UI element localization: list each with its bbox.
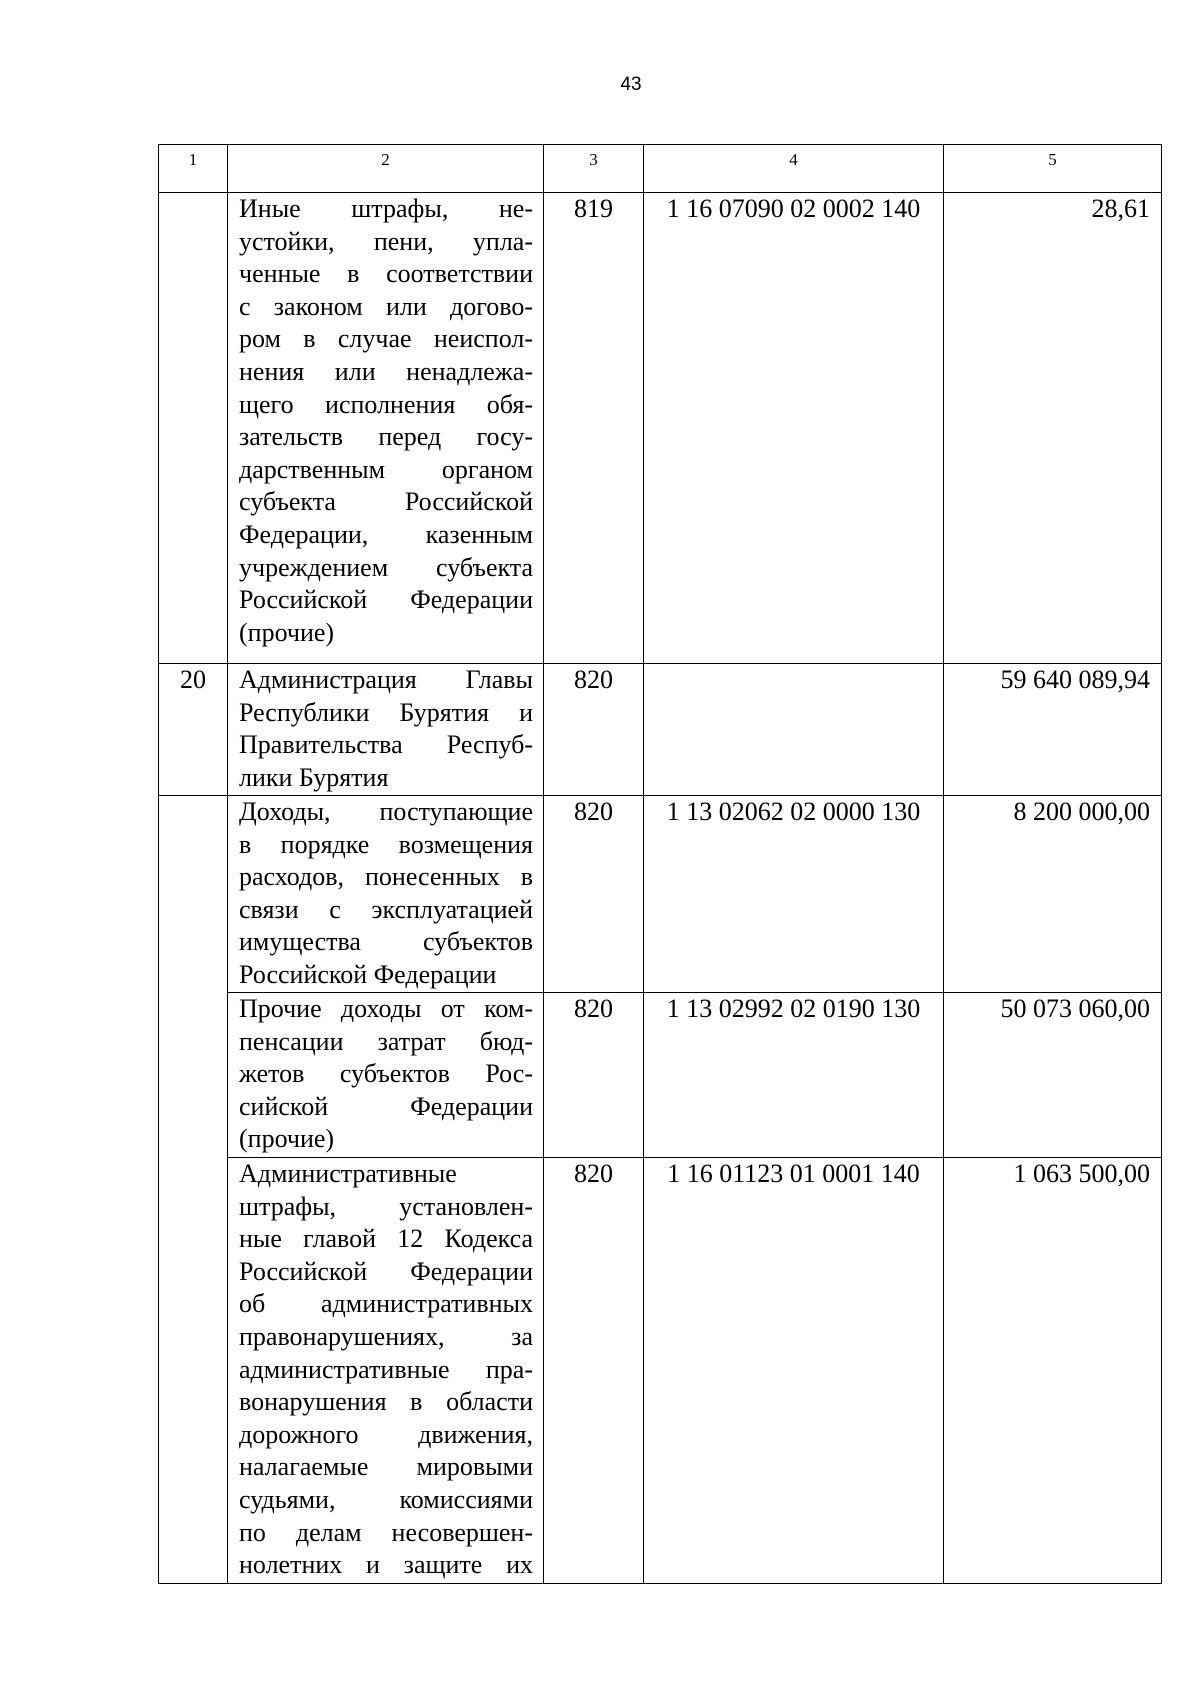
budget-code-cell: 1 16 07090 02 0002 140 <box>644 193 944 664</box>
name-line: Иные штрафы, не- <box>239 194 533 223</box>
name-line: жетов субъектов Рос- <box>239 1059 533 1089</box>
name-line: щего исполнения обя- <box>239 389 533 419</box>
amount-cell: 50 073 060,00 <box>944 993 1162 1158</box>
name-line: Российской Федерации <box>239 959 497 989</box>
name-line: связи с эксплуатацией <box>239 894 533 924</box>
revenue-name-cell <box>228 993 544 1158</box>
admin-code-cell: 819 <box>544 193 644 664</box>
page-number: 43 <box>620 74 642 95</box>
name-line: вонарушения в области <box>239 1387 533 1417</box>
name-line: правонарушениях, за <box>239 1321 533 1351</box>
name-line: Правительства Респуб- <box>239 730 533 760</box>
admin-code-cell: 820 <box>544 993 644 1158</box>
name-line: ром в случае неиспол- <box>239 324 533 354</box>
name-line: (прочие) <box>239 1124 335 1154</box>
name-line: налагаемые мировыми <box>239 1452 533 1482</box>
budget-code-cell: 1 13 02062 02 0000 130 <box>644 796 944 993</box>
row-number-cell <box>159 1158 228 1584</box>
name-line: Республики Бурятия и <box>239 697 533 727</box>
name-line: штрафы, установлен- <box>239 1191 533 1221</box>
name-line: расходов, понесенных в <box>239 862 533 892</box>
name-line: пенсации затрат бюд- <box>239 1026 533 1056</box>
name-line: с законом или догово- <box>239 291 533 321</box>
column-header: 5 <box>944 145 1162 193</box>
column-header: 2 <box>228 145 544 193</box>
name-line: Российской Федерации <box>239 1256 533 1286</box>
amount-cell: 28,61 <box>944 193 1162 664</box>
budget-code-cell <box>644 664 944 796</box>
name-line: устойки, пени, упла- <box>239 226 533 256</box>
amount-cell: 8 200 000,00 <box>944 796 1162 993</box>
name-line: учреждением субъекта <box>239 552 533 582</box>
table-row <box>159 796 1162 993</box>
table-row <box>159 1158 1162 1584</box>
name-line: Администрация Главы <box>239 665 533 694</box>
row-number-cell: 20 <box>159 664 228 796</box>
row-number-cell <box>159 796 228 993</box>
name-line: Прочие доходы от ком- <box>239 994 533 1023</box>
name-line: имущества субъектов <box>239 927 533 957</box>
name-line: судьями, комиссиями <box>239 1484 533 1514</box>
name-line: сийской Федерации <box>239 1091 533 1121</box>
name-line: ченные в соответствии <box>239 259 533 289</box>
name-line: Административные <box>239 1159 457 1188</box>
column-header: 4 <box>644 145 944 193</box>
amount-cell: 59 640 089,94 <box>944 664 1162 796</box>
revenue-name-cell <box>228 193 544 664</box>
name-line: зательств перед госу- <box>239 422 533 452</box>
name-line: (прочие) <box>239 617 335 647</box>
name-line: в порядке возмещения <box>239 829 533 859</box>
admin-code-cell: 820 <box>544 664 644 796</box>
name-line: административные пра- <box>239 1354 533 1384</box>
table-row <box>159 193 1162 664</box>
row-number-cell <box>159 193 228 664</box>
name-line: дорожного движения, <box>239 1419 533 1449</box>
revenue-name-cell <box>228 796 544 993</box>
revenue-name-cell <box>228 664 544 796</box>
name-line: об административных <box>239 1289 533 1319</box>
budget-code-cell: 1 13 02992 02 0190 130 <box>644 993 944 1158</box>
table-row <box>159 993 1162 1158</box>
name-line: по делам несовершен- <box>239 1517 533 1547</box>
revenue-table <box>158 144 1162 1584</box>
revenue-name-cell <box>228 1158 544 1584</box>
name-line: субъекта Российской <box>239 487 533 517</box>
row-number-cell <box>159 993 228 1158</box>
table-header-row <box>159 145 1162 193</box>
name-line: нения или ненадлежа- <box>239 356 533 386</box>
name-line: Российской Федерации <box>239 585 533 615</box>
column-header: 1 <box>159 145 228 193</box>
name-line: лики Бурятия <box>239 762 389 792</box>
name-line: нолетних и защите их <box>239 1550 533 1580</box>
amount-cell: 1 063 500,00 <box>944 1158 1162 1584</box>
name-line: Федерации, казенным <box>239 519 533 549</box>
admin-code-cell: 820 <box>544 796 644 993</box>
name-line: дарственным органом <box>239 454 533 484</box>
budget-code-cell: 1 16 01123 01 0001 140 <box>644 1158 944 1584</box>
table-row <box>159 664 1162 796</box>
name-line: Доходы, поступающие <box>239 797 533 826</box>
admin-code-cell: 820 <box>544 1158 644 1584</box>
column-header: 3 <box>544 145 644 193</box>
name-line: ные главой 12 Кодекса <box>239 1224 533 1254</box>
